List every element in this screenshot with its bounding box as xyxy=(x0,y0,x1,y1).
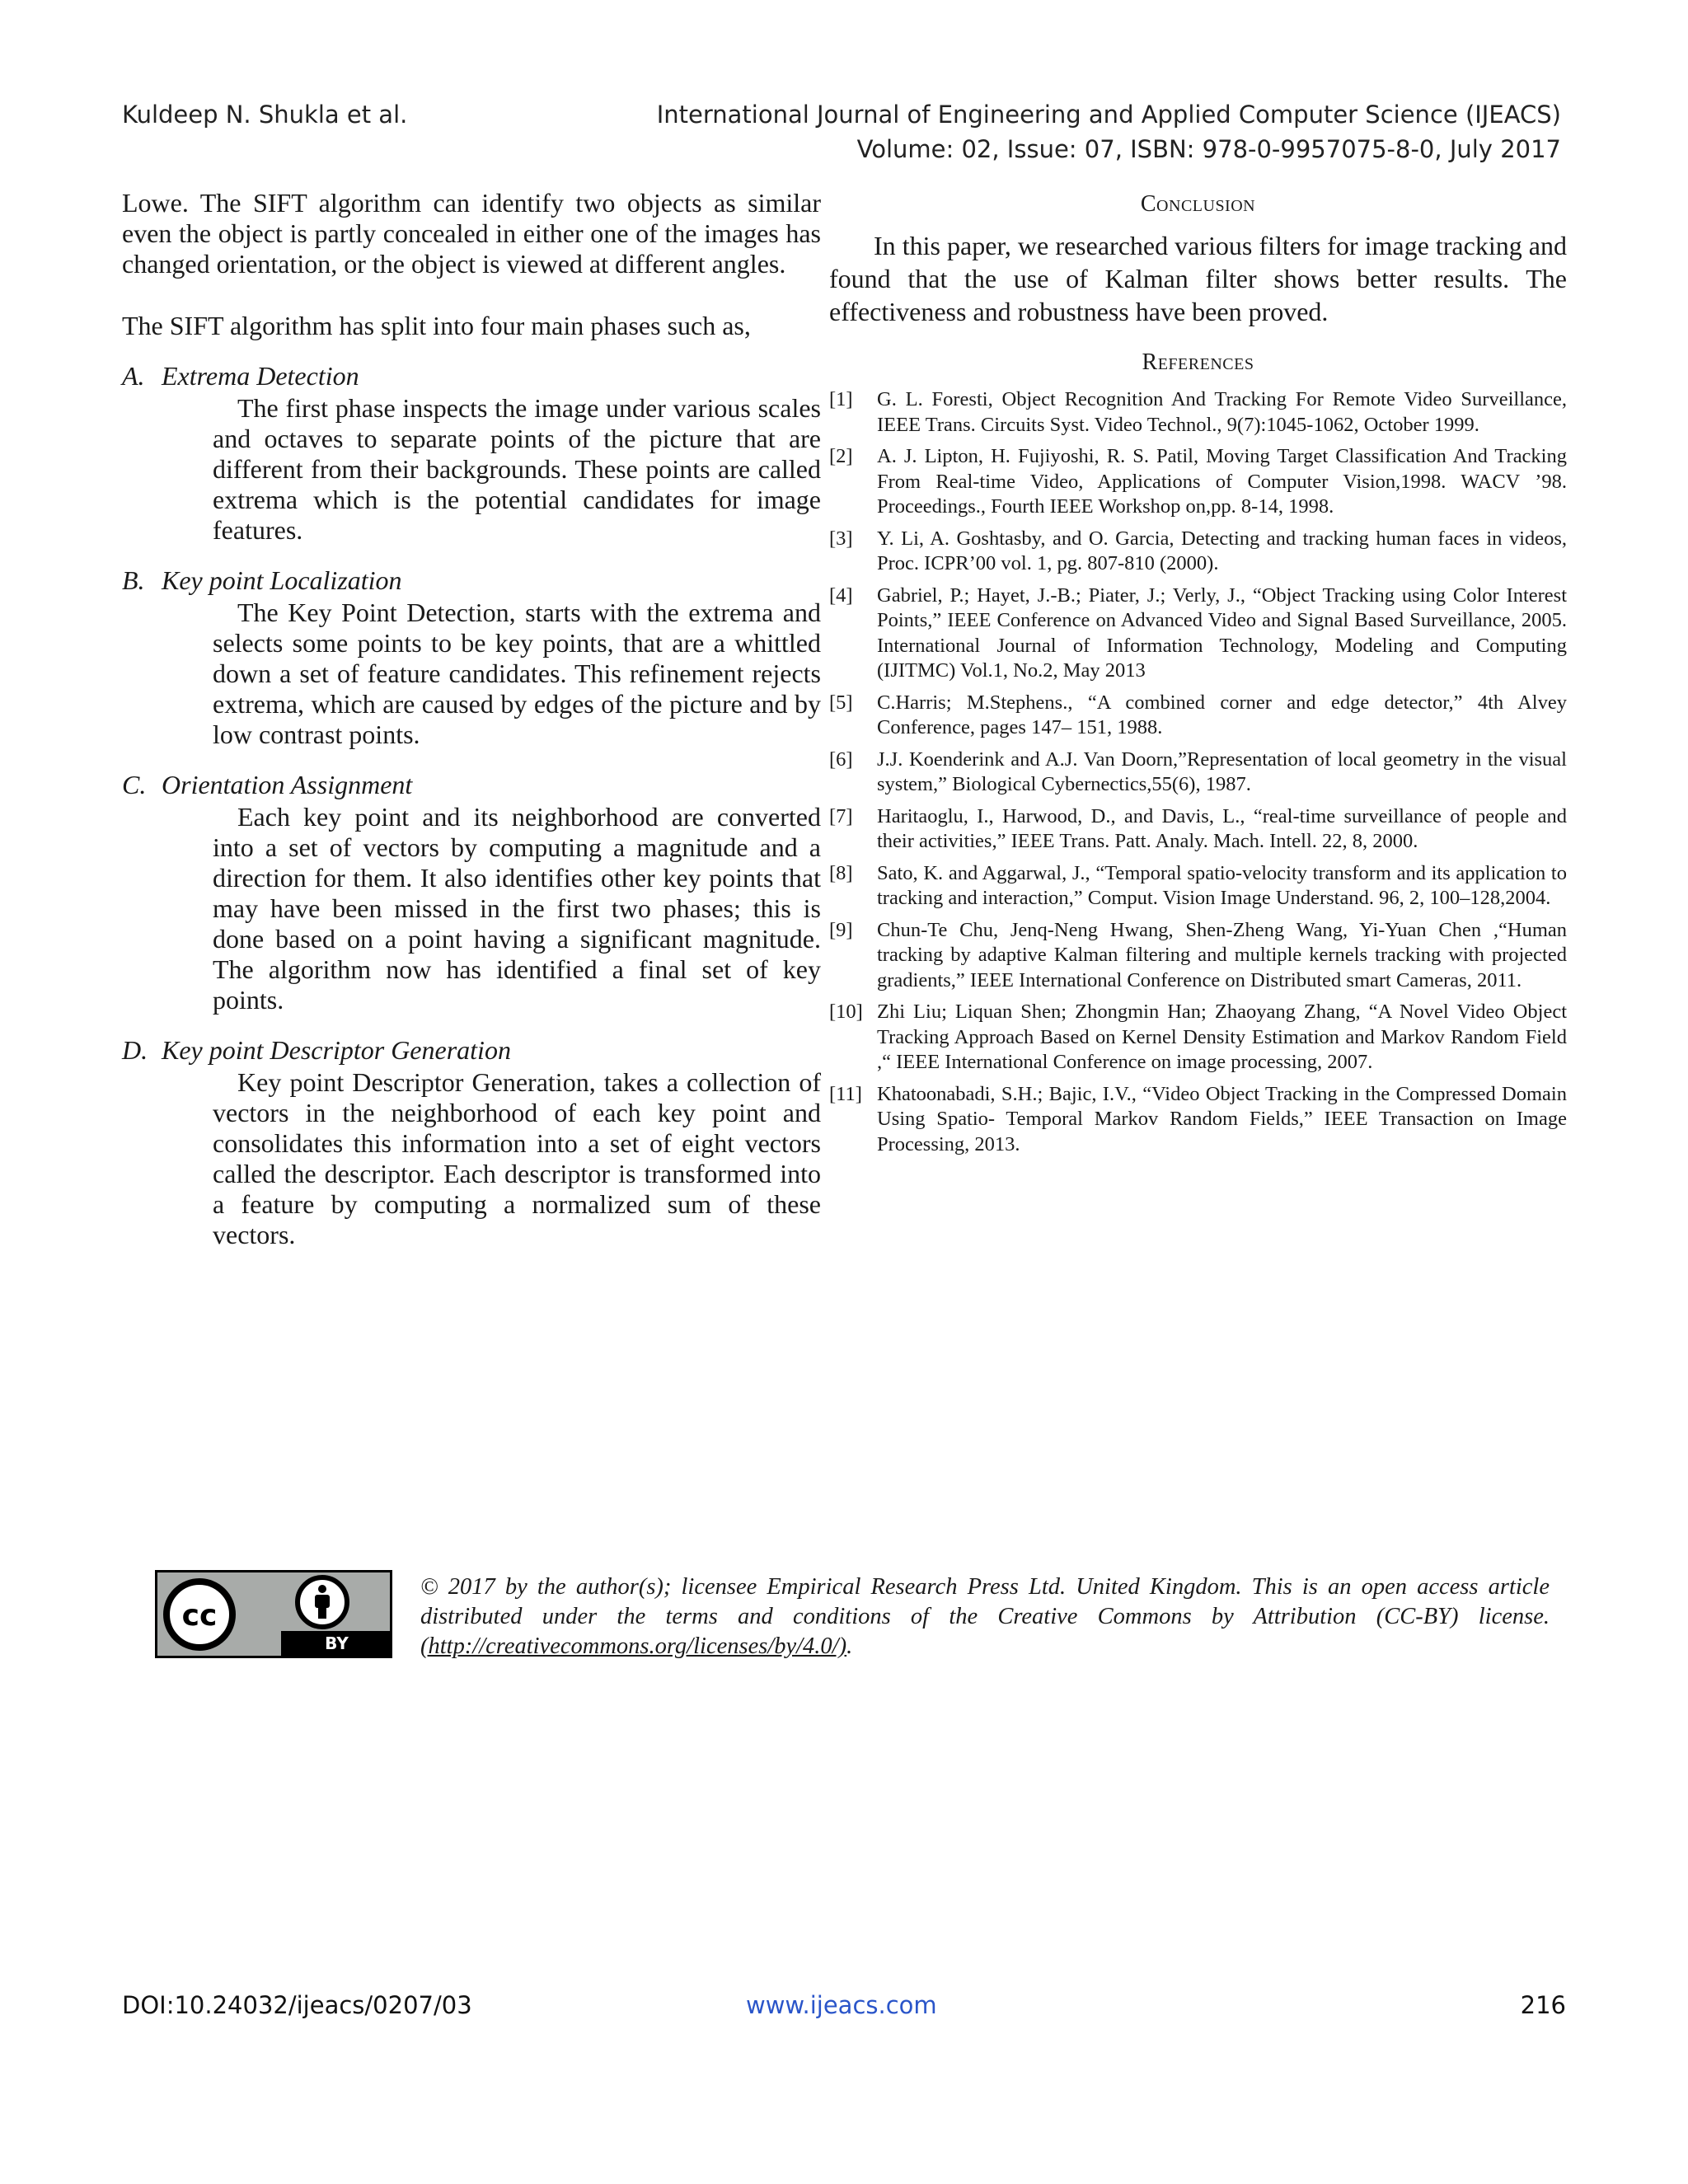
reference-item xyxy=(829,804,1567,855)
section-heading xyxy=(122,770,821,800)
cc-icon xyxy=(162,1577,237,1652)
references-list xyxy=(829,387,1567,1157)
reference-item xyxy=(829,583,1567,684)
reference-text: Haritaoglu, I., Harwood, D., and Davis, L., “real-time surveillance of people and their activities,” IEEE Trans. Patt. Analy. Mach. Intell. 22, 8, 2000. xyxy=(877,804,1567,852)
reference-item xyxy=(829,527,1567,577)
references-heading: References xyxy=(1142,349,1254,375)
section-body: The Key Point Detection, starts with the extrema and selects some points to be key points, that are a whittled down a set of feature candidates. This refinement rejects extrema, which are caused by edges of the picture and by low contrast points. xyxy=(213,598,821,749)
reference-number: [5] xyxy=(829,691,853,714)
section-a xyxy=(122,361,821,546)
reference-text: Khatoonabadi, S.H.; Bajic, I.V., “Video Object Tracking in the Compressed Domain Using Spatio- Temporal Markov Random Fields,” IEEE Transaction on Image Processing, 2013. xyxy=(877,1082,1567,1155)
reference-number: [6] xyxy=(829,748,853,771)
reference-text: Chun-Te Chu, Jenq-Neng Hwang, Shen-Zheng Wang, Yi-Yuan Chen ,“Human tracking by adaptive Kalman filtering and multiple kernels tracking with projected gradients,” IEEE International Conference on Distributed smart Cameras, 2011. xyxy=(877,918,1567,991)
reference-number: [10] xyxy=(829,1001,863,1023)
intro-paragraph: Lowe. The SIFT algorithm can identify two objects as similar even the object is partly concealed in either one of the images has changed orientation, or the object is viewed at different angles. xyxy=(122,188,821,279)
reference-text: J.J. Koenderink and A.J. Van Doorn,”Representation of local geometry in the visual system,” Biological Cybernectics,55(6), 1987. xyxy=(877,748,1567,795)
left-column xyxy=(122,188,821,1250)
section-heading xyxy=(122,1035,821,1066)
reference-number: [7] xyxy=(829,804,853,827)
footer-doi: DOI:10.24032/ijeacs/0207/03 xyxy=(122,1991,472,2019)
by-label: BY xyxy=(281,1631,392,1656)
phases-intro-paragraph: The SIFT algorithm has split into four main phases such as, xyxy=(122,311,751,340)
reference-number: [3] xyxy=(829,527,853,550)
running-header-journal: International Journal of Engineering and Applied Computer Science (IJEACS) xyxy=(656,101,1561,129)
license-text: © 2017 by the author(s); licensee Empirical Research Press Ltd. United Kingdom. This is an open access article distributed under the terms and conditions of the Creative Commons by Attribution (CC-BY) license. xyxy=(420,1574,1550,1629)
reference-item xyxy=(829,918,1567,994)
section-c xyxy=(122,770,821,1015)
reference-number: [8] xyxy=(829,861,853,884)
svg-text:cc: cc xyxy=(181,1599,218,1633)
section-body: The first phase inspects the image under various scales and octaves to separate points of the picture that are different from their backgrounds. These points are called extrema which is the potential candidates for image features. xyxy=(213,393,821,545)
section-heading xyxy=(122,565,821,596)
license-suffix: . xyxy=(846,1633,853,1659)
section-b xyxy=(122,565,821,750)
section-d xyxy=(122,1035,821,1250)
license-link[interactable]: (http://creativecommons.org/licenses/by/4.0/) xyxy=(420,1633,847,1659)
section-letter: B. xyxy=(122,565,145,595)
license-statement xyxy=(420,1572,1550,1661)
running-header-authors: Kuldeep N. Shukla et al. xyxy=(122,101,408,129)
footer-website-link[interactable]: www.ijeacs.com xyxy=(746,1991,937,2019)
section-body: Key point Descriptor Generation, takes a collection of vectors in the neighborhood of each key point and consolidates this information into a set of eight vectors called the descriptor. Each descriptor is transformed into a feature by computing a normalized sum of these vectors. xyxy=(213,1067,821,1249)
reference-text: Sato, K. and Aggarwal, J., “Temporal spatio-velocity transform and its application to tracking and interaction,” Comput. Vision Image Understand. 96, 2, 100–128,2004. xyxy=(877,861,1567,909)
reference-item xyxy=(829,748,1567,798)
reference-text: Y. Li, A. Goshtasby, and O. Garcia, Detecting and tracking human faces in videos, Proc. ICPR’00 vol. 1, pg. 807-810 (2000). xyxy=(877,527,1567,574)
running-header-volume: Volume: 02, Issue: 07, ISBN: 978-0-9957075-8-0, July 2017 xyxy=(856,135,1561,163)
page-number: 216 xyxy=(1520,1991,1566,2019)
reference-text: A. J. Lipton, H. Fujiyoshi, R. S. Patil, Moving Target Classification And Tracking From Real-time Video, Applications of Computer Vision,1998. WACV ’98. Proceedings., Fourth IEEE Workshop on,pp. 8-14, 1998. xyxy=(877,445,1567,518)
conclusion-paragraph: In this paper, we researched various filters for image tracking and found that the use of Kalman filter shows better results. The effectiveness and robustness have been proved. xyxy=(829,231,1567,326)
section-letter: D. xyxy=(122,1035,148,1065)
section-title: Orientation Assignment xyxy=(162,770,413,799)
reference-item xyxy=(829,1082,1567,1158)
section-title: Key point Localization xyxy=(162,565,402,595)
reference-text: Gabriel, P.; Hayet, J.-B.; Piater, J.; Verly, J., “Object Tracking using Color Interest Points,” IEEE Conference on Advanced Video and Signal Based Surveillance, 2005. International Journal of Information Technology, Modeling and Computing (IJITMC) Vol.1, No.2, May 2013 xyxy=(877,583,1567,682)
reference-number: [9] xyxy=(829,918,853,941)
reference-number: [4] xyxy=(829,583,853,607)
section-title: Key point Descriptor Generation xyxy=(162,1035,511,1065)
section-letter: A. xyxy=(122,361,145,391)
reference-text: Zhi Liu; Liquan Shen; Zhongmin Han; Zhaoyang Zhang, “A Novel Video Object Tracking Approach Based on Kernel Density Estimation and Markov Random Field ,“ IEEE International Conference on image processing, 2007. xyxy=(877,1001,1567,1073)
conclusion-heading: Conclusion xyxy=(1140,191,1256,217)
section-heading xyxy=(122,361,821,391)
reference-item xyxy=(829,691,1567,741)
reference-item xyxy=(829,387,1567,438)
reference-item xyxy=(829,1000,1567,1076)
reference-text: G. L. Foresti, Object Recognition And Tracking For Remote Video Surveillance, IEEE Trans. Circuits Syst. Video Technol., 9(7):1045-1062, October 1999. xyxy=(877,388,1567,436)
reference-number: [11] xyxy=(829,1082,862,1105)
right-column xyxy=(829,191,1567,1164)
cc-by-license-logo xyxy=(155,1570,392,1658)
reference-number: [1] xyxy=(829,388,853,410)
attribution-person-icon xyxy=(293,1574,351,1630)
section-title: Extrema Detection xyxy=(162,361,359,391)
reference-item xyxy=(829,861,1567,912)
section-body: Each key point and its neighborhood are converted into a set of vectors by computing a magnitude and a direction for them. It also identifies other key points that may have been missed in the first two phases; this is done based on a point having a significant magnitude. The algorithm now has identified a final set of key points. xyxy=(213,802,821,1015)
reference-number: [2] xyxy=(829,445,853,467)
section-letter: C. xyxy=(122,770,147,799)
reference-text: C.Harris; M.Stephens., “A combined corner and edge detector,” 4th Alvey Conference, pages 147– 151, 1988. xyxy=(877,691,1567,738)
reference-item xyxy=(829,444,1567,520)
